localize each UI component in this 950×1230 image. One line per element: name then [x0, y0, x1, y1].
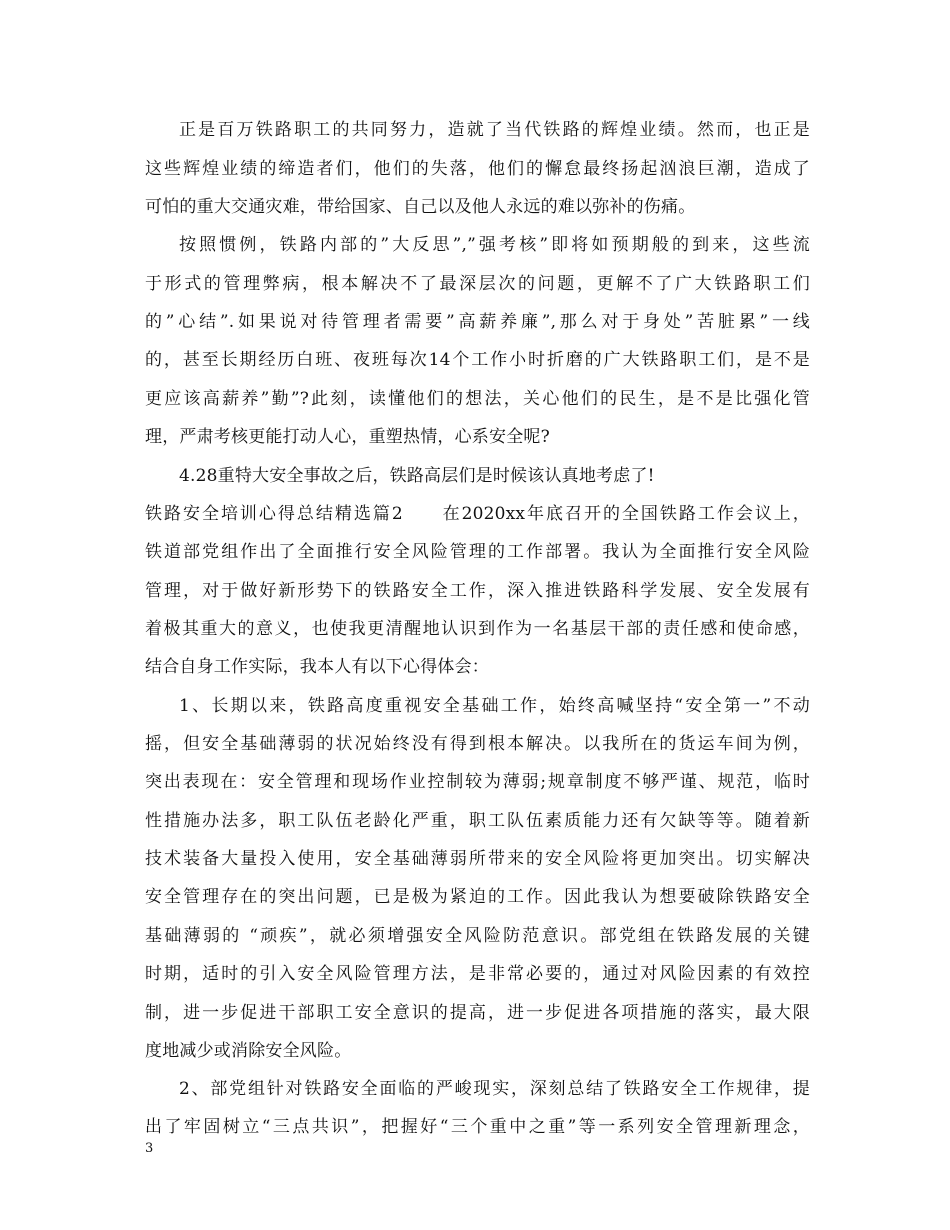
text-line: 1、长期以来，铁路高度重视安全基础工作，始终高喊坚持“安全第一”不动	[179, 696, 810, 716]
text-line: 更应该高薪养”勤”?此刻，读懂他们的想法，关心他们的民生，是不是比强化管	[145, 389, 810, 409]
section-heading-line: 铁路安全培训心得总结精选篇2 在2020xx年底召开的全国铁路工作会议上，	[145, 504, 810, 524]
text-line: 突出表现在：安全管理和现场作业控制较为薄弱;规章制度不够严谨、规范，临时	[145, 772, 810, 792]
text-line: 技术装备大量投入使用，安全基础薄弱所带来的安全风险将更加突出。切实解决	[145, 849, 810, 869]
text-line: 性措施办法多，职工队伍老龄化严重，职工队伍素质能力还有欠缺等等。随着新	[145, 811, 810, 831]
text-line: 理，严肃考核更能打动人心，重塑热情，心系安全呢?	[145, 427, 550, 447]
text-line: 铁道部党组作出了全面推行安全风险管理的工作部署。我认为全面推行安全风险	[145, 542, 810, 562]
text-line: 正是百万铁路职工的共同努力，造就了当代铁路的辉煌业绩。然而，也正是	[179, 120, 810, 140]
text-line: 管理，对于做好新形势下的铁路安全工作，深入推进铁路科学发展、安全发展有	[145, 581, 810, 601]
text-line: 时期，适时的引入安全风险管理方法，是非常必要的，通过对风险因素的有效控	[145, 964, 810, 984]
text-line: 制，进一步促进干部职工安全意识的提高，进一步促进各项措施的落实，最大限	[145, 1003, 810, 1023]
text-line: 基础薄弱的 “顽疾”，就必须增强安全风险防范意识。部党组在铁路发展的关键	[145, 926, 810, 946]
page-number: 3	[145, 1141, 154, 1156]
text-line: 的”心结”.如果说对待管理者需要”高薪养廉”,那么对于身处”苦脏累”一线	[145, 312, 810, 332]
text-line: 这些辉煌业绩的缔造者们，他们的失落，他们的懈怠最终扬起汹浪巨潮，造成了	[145, 159, 810, 179]
text-line: 安全管理存在的突出问题，已是极为紧迫的工作。因此我认为想要破除铁路安全	[145, 887, 810, 907]
text-line: 的，甚至长期经历白班、夜班每次14个工作小时折磨的广大铁路职工们，是不是	[145, 350, 810, 370]
text-line: 2、部党组针对铁路安全面临的严峻现实，深刻总结了铁路安全工作规律，提	[179, 1079, 810, 1099]
text-line: 4.28重特大安全事故之后，铁路高层们是时候该认真地考虑了!	[179, 466, 655, 486]
text-line: 按照惯例，铁路内部的”大反思”,”强考核”即将如预期般的到来，这些流	[179, 235, 810, 255]
text-line: 度地减少或消除安全风险。	[145, 1041, 352, 1061]
text-line: 结合自身工作实际，我本人有以下心得体会：	[145, 657, 489, 677]
text-line: 着极其重大的意义，也使我更清醒地认识到作为一名基层干部的责任感和使命感，	[145, 619, 810, 639]
text-line: 摇，但安全基础薄弱的状况始终没有得到根本解决。以我所在的货运车间为例，	[145, 734, 810, 754]
text-line: 可怕的重大交通灾难，带给国家、自己以及他人永远的难以弥补的伤痛。	[145, 197, 696, 217]
text-line: 于形式的管理弊病，根本解决不了最深层次的问题，更解不了广大铁路职工们	[145, 274, 810, 294]
text-line: 出了牢固树立“三点共识”，把握好“三个重中之重”等一系列安全管理新理念，	[145, 1117, 810, 1137]
